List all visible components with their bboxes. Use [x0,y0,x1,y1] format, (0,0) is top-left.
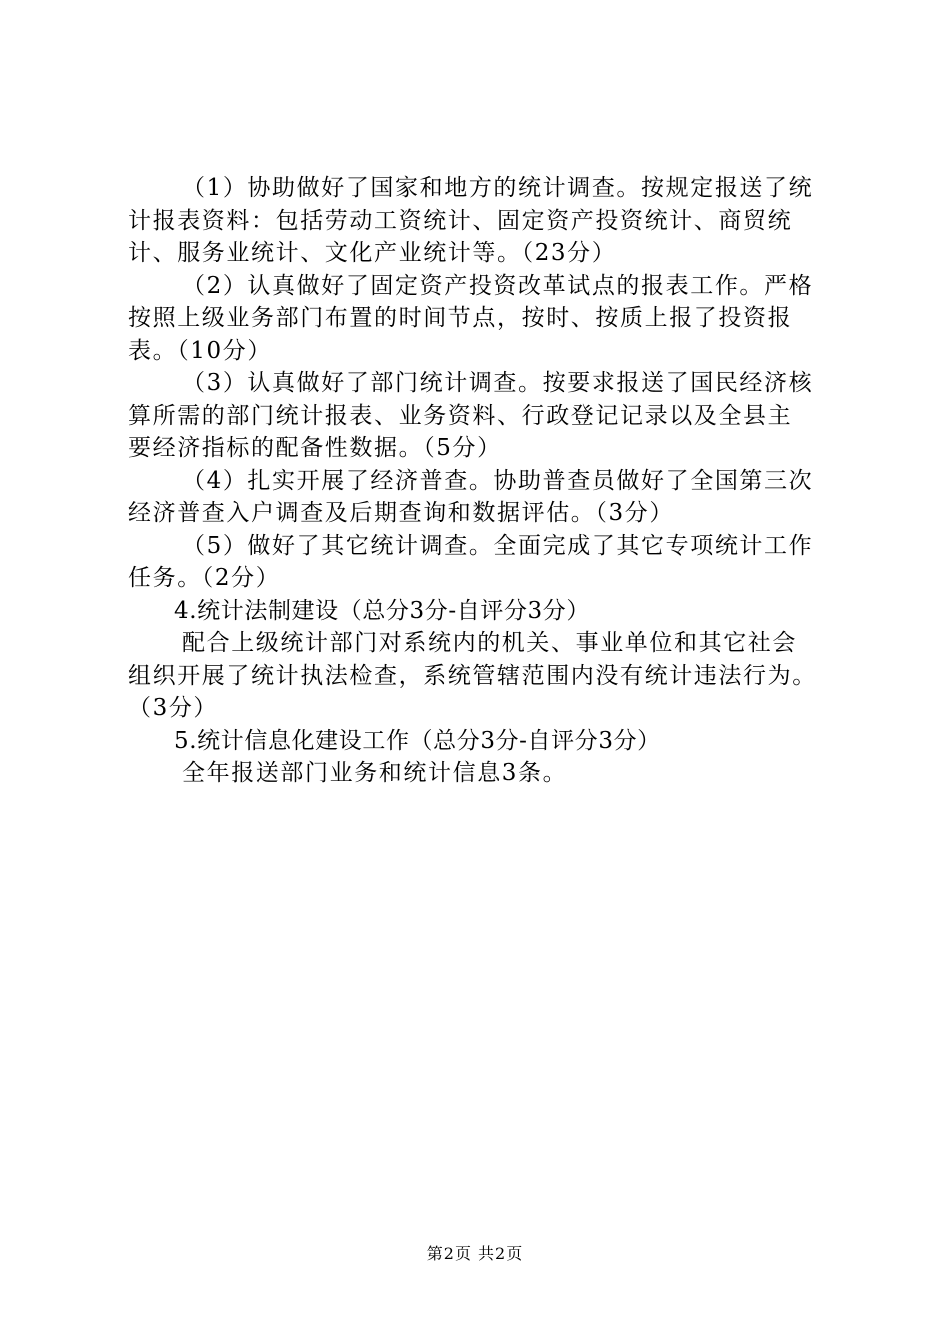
item-3-line-1: （3）认真做好了部门统计调查。按要求报送了国民经济核 [182,370,814,396]
section-4-para-line-2: 组织开展了统计执法检查，系统管辖范围内没有统计违法行为。 [128,662,817,689]
section-5-heading: 5.统计信息化建设工作（总分3分-自评分3分） [174,727,661,754]
item-3-line-3: 要经济指标的配备性数据。（5分） [128,435,502,461]
item-5-line-1: （5）做好了其它统计调查。全面完成了其它专项统计工作 [182,532,814,559]
page-footer: 第2页 共2页 [426,1244,524,1263]
item-2-line-2: 按照上级业务部门布置的时间节点，按时、按质上报了投资报 [128,305,793,331]
item-2-line-1: （2）认真做好了固定资产投资改革试点的报表工作。严格 [182,272,814,299]
item-1-line-2: 计报表资料：包括劳动工资统计、固定资产投资统计、商贸统 [128,207,793,234]
section-5-para-line-1: 全年报送部门业务和统计信息3条。 [182,760,568,786]
item-1-line-1: （1）协助做好了国家和地方的统计调查。按规定报送了统 [182,175,814,201]
item-3-line-2: 算所需的部门统计报表、业务资料、行政登记记录以及全县主 [128,402,793,429]
section-4-heading: 4.统计法制建设（总分3分-自评分3分） [174,597,590,624]
item-5-line-2: 任务。（2分） [128,565,281,591]
section-4-para-line-3: （3分） [128,695,219,721]
item-4-line-2: 经济普查入户调查及后期查询和数据评估。（3分） [128,500,674,526]
section-4-para-line-1: 配合上级统计部门对系统内的机关、事业单位和其它社会 [182,630,797,656]
item-4-line-1: （4）扎实开展了经济普查。协助普查员做好了全国第三次 [182,467,814,494]
item-2-line-3: 表。（10分） [128,337,272,364]
item-1-line-3: 计、服务业统计、文化产业统计等。（23分） [128,240,617,266]
document-body [128,172,832,790]
